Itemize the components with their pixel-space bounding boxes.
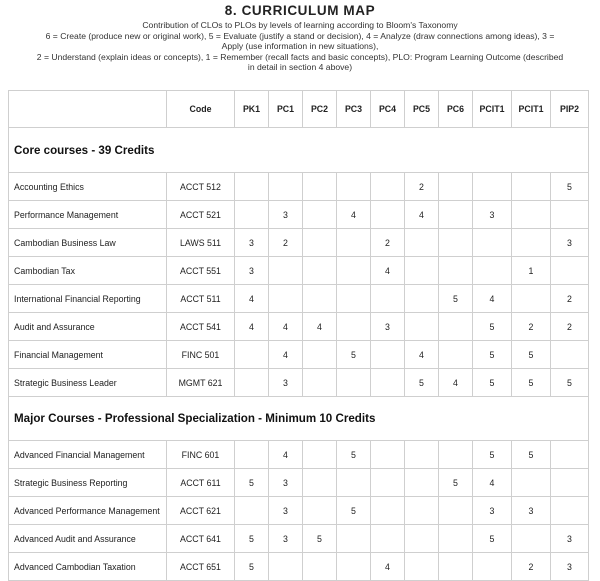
plo-level-cell <box>269 173 303 201</box>
plo-level-cell: 3 <box>473 201 512 229</box>
plo-level-cell <box>405 469 439 497</box>
plo-level-cell: 3 <box>551 229 589 257</box>
plo-level-cell: 3 <box>269 469 303 497</box>
plo-level-cell: 5 <box>473 313 512 341</box>
plo-level-cell <box>235 173 269 201</box>
plo-level-cell <box>439 553 473 581</box>
course-name: Advanced Performance Management <box>9 497 167 525</box>
course-name: Performance Management <box>9 201 167 229</box>
plo-level-cell <box>269 257 303 285</box>
table-row <box>9 341 589 369</box>
plo-level-cell <box>303 201 337 229</box>
plo-level-cell <box>439 201 473 229</box>
plo-level-cell <box>512 173 551 201</box>
plo-level-cell <box>439 257 473 285</box>
plo-level-cell <box>371 469 405 497</box>
plo-level-cell <box>303 229 337 257</box>
plo-level-cell: 4 <box>473 285 512 313</box>
table-row <box>9 441 589 469</box>
plo-level-cell <box>512 469 551 497</box>
course-name: Accounting Ethics <box>9 173 167 201</box>
plo-level-cell <box>551 341 589 369</box>
plo-level-cell <box>337 257 371 285</box>
page-title: 8. CURRICULUM MAP <box>224 3 376 18</box>
plo-level-cell <box>235 201 269 229</box>
header-cell: PC3 <box>337 91 371 128</box>
plo-level-cell <box>405 525 439 553</box>
plo-level-cell <box>439 525 473 553</box>
plo-level-cell <box>303 369 337 397</box>
plo-level-cell <box>439 441 473 469</box>
plo-level-cell: 3 <box>551 525 589 553</box>
plo-level-cell <box>337 313 371 341</box>
plo-level-cell <box>371 369 405 397</box>
plo-level-cell <box>235 441 269 469</box>
course-code: ACCT 651 <box>167 553 235 581</box>
plo-level-cell: 3 <box>551 553 589 581</box>
course-code: ACCT 551 <box>167 257 235 285</box>
section-row <box>9 128 589 173</box>
header-row <box>9 91 589 128</box>
plo-level-cell: 4 <box>269 341 303 369</box>
plo-level-cell: 5 <box>235 525 269 553</box>
plo-level-cell: 5 <box>512 441 551 469</box>
plo-level-cell: 5 <box>337 341 371 369</box>
table-body <box>9 128 589 581</box>
plo-level-cell: 4 <box>235 313 269 341</box>
header-cell <box>9 91 167 128</box>
plo-level-cell: 5 <box>512 369 551 397</box>
table-row <box>9 469 589 497</box>
plo-level-cell <box>371 201 405 229</box>
plo-level-cell <box>439 341 473 369</box>
plo-level-cell: 5 <box>337 441 371 469</box>
plo-level-cell: 5 <box>405 369 439 397</box>
plo-level-cell <box>405 229 439 257</box>
plo-level-cell: 4 <box>439 369 473 397</box>
plo-level-cell: 5 <box>473 341 512 369</box>
course-code: ACCT 521 <box>167 201 235 229</box>
legend-line: 2 = Understand (explain ideas or concepts), 1 = Remember (recall facts and basic concepts), PLO: Program Learning Outcome (described <box>36 51 564 62</box>
plo-level-cell <box>439 229 473 257</box>
course-name: Cambodian Tax <box>9 257 167 285</box>
table-row <box>9 173 589 201</box>
plo-level-cell <box>337 525 371 553</box>
plo-level-cell <box>551 441 589 469</box>
plo-level-cell: 4 <box>371 553 405 581</box>
plo-level-cell <box>303 285 337 313</box>
plo-level-cell: 5 <box>551 173 589 201</box>
plo-level-cell <box>439 497 473 525</box>
section-title: Core courses - 39 Credits <box>9 128 589 173</box>
plo-level-cell <box>405 497 439 525</box>
plo-level-cell <box>512 229 551 257</box>
plo-level-cell: 4 <box>235 285 269 313</box>
course-code: FINC 601 <box>167 441 235 469</box>
course-code: ACCT 611 <box>167 469 235 497</box>
legend-line: Apply (use information in new situations), <box>221 41 379 52</box>
plo-level-cell: 2 <box>551 285 589 313</box>
plo-level-cell <box>235 341 269 369</box>
table-row <box>9 201 589 229</box>
plo-level-cell: 2 <box>371 229 405 257</box>
plo-level-cell: 2 <box>269 229 303 257</box>
plo-level-cell <box>371 497 405 525</box>
course-name: Strategic Business Reporting <box>9 469 167 497</box>
plo-level-cell: 5 <box>473 441 512 469</box>
header-cell: PC1 <box>269 91 303 128</box>
plo-level-cell: 3 <box>269 369 303 397</box>
plo-level-cell: 4 <box>303 313 337 341</box>
table-row <box>9 553 589 581</box>
plo-level-cell: 3 <box>235 229 269 257</box>
course-name: Advanced Audit and Assurance <box>9 525 167 553</box>
plo-level-cell: 5 <box>303 525 337 553</box>
plo-level-cell: 4 <box>269 441 303 469</box>
plo-level-cell: 3 <box>473 497 512 525</box>
plo-level-cell: 3 <box>269 201 303 229</box>
header-cell: Code <box>167 91 235 128</box>
plo-level-cell <box>512 201 551 229</box>
plo-level-cell <box>235 369 269 397</box>
plo-level-cell <box>303 257 337 285</box>
table-row <box>9 497 589 525</box>
plo-level-cell: 3 <box>269 497 303 525</box>
table-row <box>9 369 589 397</box>
plo-level-cell <box>235 497 269 525</box>
curriculum-map-table <box>8 90 589 581</box>
plo-level-cell <box>337 369 371 397</box>
plo-level-cell <box>473 229 512 257</box>
plo-level-cell <box>512 525 551 553</box>
plo-level-cell <box>551 257 589 285</box>
plo-level-cell <box>303 497 337 525</box>
course-name: Strategic Business Leader <box>9 369 167 397</box>
plo-level-cell: 5 <box>337 497 371 525</box>
section-title: Major Courses - Professional Specialization - Minimum 10 Credits <box>9 397 589 441</box>
plo-level-cell <box>473 257 512 285</box>
plo-level-cell: 4 <box>405 201 439 229</box>
course-code: ACCT 511 <box>167 285 235 313</box>
plo-level-cell <box>303 553 337 581</box>
legend-line: Contribution of CLOs to PLOs by levels of learning according to Bloom's Taxonomy <box>142 20 458 30</box>
plo-level-cell <box>405 441 439 469</box>
plo-level-cell <box>405 257 439 285</box>
course-name: Financial Management <box>9 341 167 369</box>
header-cell: PCIT1 <box>512 91 551 128</box>
plo-level-cell: 3 <box>235 257 269 285</box>
plo-level-cell <box>371 441 405 469</box>
plo-level-cell: 3 <box>269 525 303 553</box>
plo-level-cell <box>473 173 512 201</box>
plo-level-cell <box>303 341 337 369</box>
plo-level-cell <box>512 285 551 313</box>
plo-level-cell <box>371 285 405 313</box>
plo-level-cell <box>551 497 589 525</box>
plo-level-cell: 4 <box>269 313 303 341</box>
plo-level-cell <box>337 229 371 257</box>
plo-level-cell <box>439 173 473 201</box>
plo-level-cell: 3 <box>512 497 551 525</box>
plo-level-cell: 4 <box>473 469 512 497</box>
plo-level-cell <box>337 173 371 201</box>
plo-level-cell <box>337 285 371 313</box>
plo-level-cell <box>405 313 439 341</box>
course-name: Audit and Assurance <box>9 313 167 341</box>
plo-level-cell <box>371 173 405 201</box>
plo-level-cell <box>405 285 439 313</box>
plo-level-cell: 5 <box>439 469 473 497</box>
course-name: Advanced Financial Management <box>9 441 167 469</box>
header-cell: PCIT1 <box>473 91 512 128</box>
header-cell: PC5 <box>405 91 439 128</box>
plo-level-cell <box>551 201 589 229</box>
plo-level-cell <box>303 173 337 201</box>
header-cell: PC6 <box>439 91 473 128</box>
table-row <box>9 257 589 285</box>
table-row <box>9 285 589 313</box>
plo-level-cell <box>269 285 303 313</box>
plo-level-cell: 4 <box>405 341 439 369</box>
plo-level-cell: 5 <box>512 341 551 369</box>
plo-level-cell: 5 <box>473 525 512 553</box>
course-code: ACCT 512 <box>167 173 235 201</box>
header-cell: PC4 <box>371 91 405 128</box>
course-code: ACCT 621 <box>167 497 235 525</box>
plo-level-cell <box>473 553 512 581</box>
course-code: LAWS 511 <box>167 229 235 257</box>
plo-level-cell <box>337 553 371 581</box>
plo-level-cell: 5 <box>439 285 473 313</box>
course-code: ACCT 541 <box>167 313 235 341</box>
plo-level-cell: 4 <box>371 257 405 285</box>
plo-level-cell: 1 <box>512 257 551 285</box>
plo-level-cell <box>269 553 303 581</box>
plo-level-cell: 2 <box>512 313 551 341</box>
course-code: FINC 501 <box>167 341 235 369</box>
plo-level-cell <box>405 553 439 581</box>
section-row <box>9 397 589 441</box>
plo-level-cell: 5 <box>551 369 589 397</box>
course-name: Cambodian Business Law <box>9 229 167 257</box>
course-name: International Financial Reporting <box>9 285 167 313</box>
plo-level-cell <box>303 469 337 497</box>
table-row <box>9 229 589 257</box>
plo-level-cell: 4 <box>337 201 371 229</box>
plo-level-cell <box>371 341 405 369</box>
legend-note <box>10 20 590 73</box>
plo-level-cell: 2 <box>405 173 439 201</box>
course-name: Advanced Cambodian Taxation <box>9 553 167 581</box>
course-code: ACCT 641 <box>167 525 235 553</box>
header-cell: PK1 <box>235 91 269 128</box>
plo-level-cell <box>371 525 405 553</box>
plo-level-cell <box>303 441 337 469</box>
table-row <box>9 313 589 341</box>
course-code: MGMT 621 <box>167 369 235 397</box>
plo-level-cell: 5 <box>473 369 512 397</box>
plo-level-cell: 2 <box>512 553 551 581</box>
plo-level-cell <box>551 469 589 497</box>
legend-line: 6 = Create (produce new or original work), 5 = Evaluate (justify a stand or decision), 4 = Analyze (draw connections among ideas), 3 = <box>45 30 555 41</box>
plo-level-cell <box>337 469 371 497</box>
legend-line: in detail in section 4 above) <box>247 62 353 73</box>
plo-level-cell: 5 <box>235 553 269 581</box>
table-row <box>9 525 589 553</box>
header-cell: PC2 <box>303 91 337 128</box>
plo-level-cell: 5 <box>235 469 269 497</box>
header-cell: PIP2 <box>551 91 589 128</box>
plo-level-cell <box>439 313 473 341</box>
plo-level-cell: 2 <box>551 313 589 341</box>
plo-level-cell: 3 <box>371 313 405 341</box>
